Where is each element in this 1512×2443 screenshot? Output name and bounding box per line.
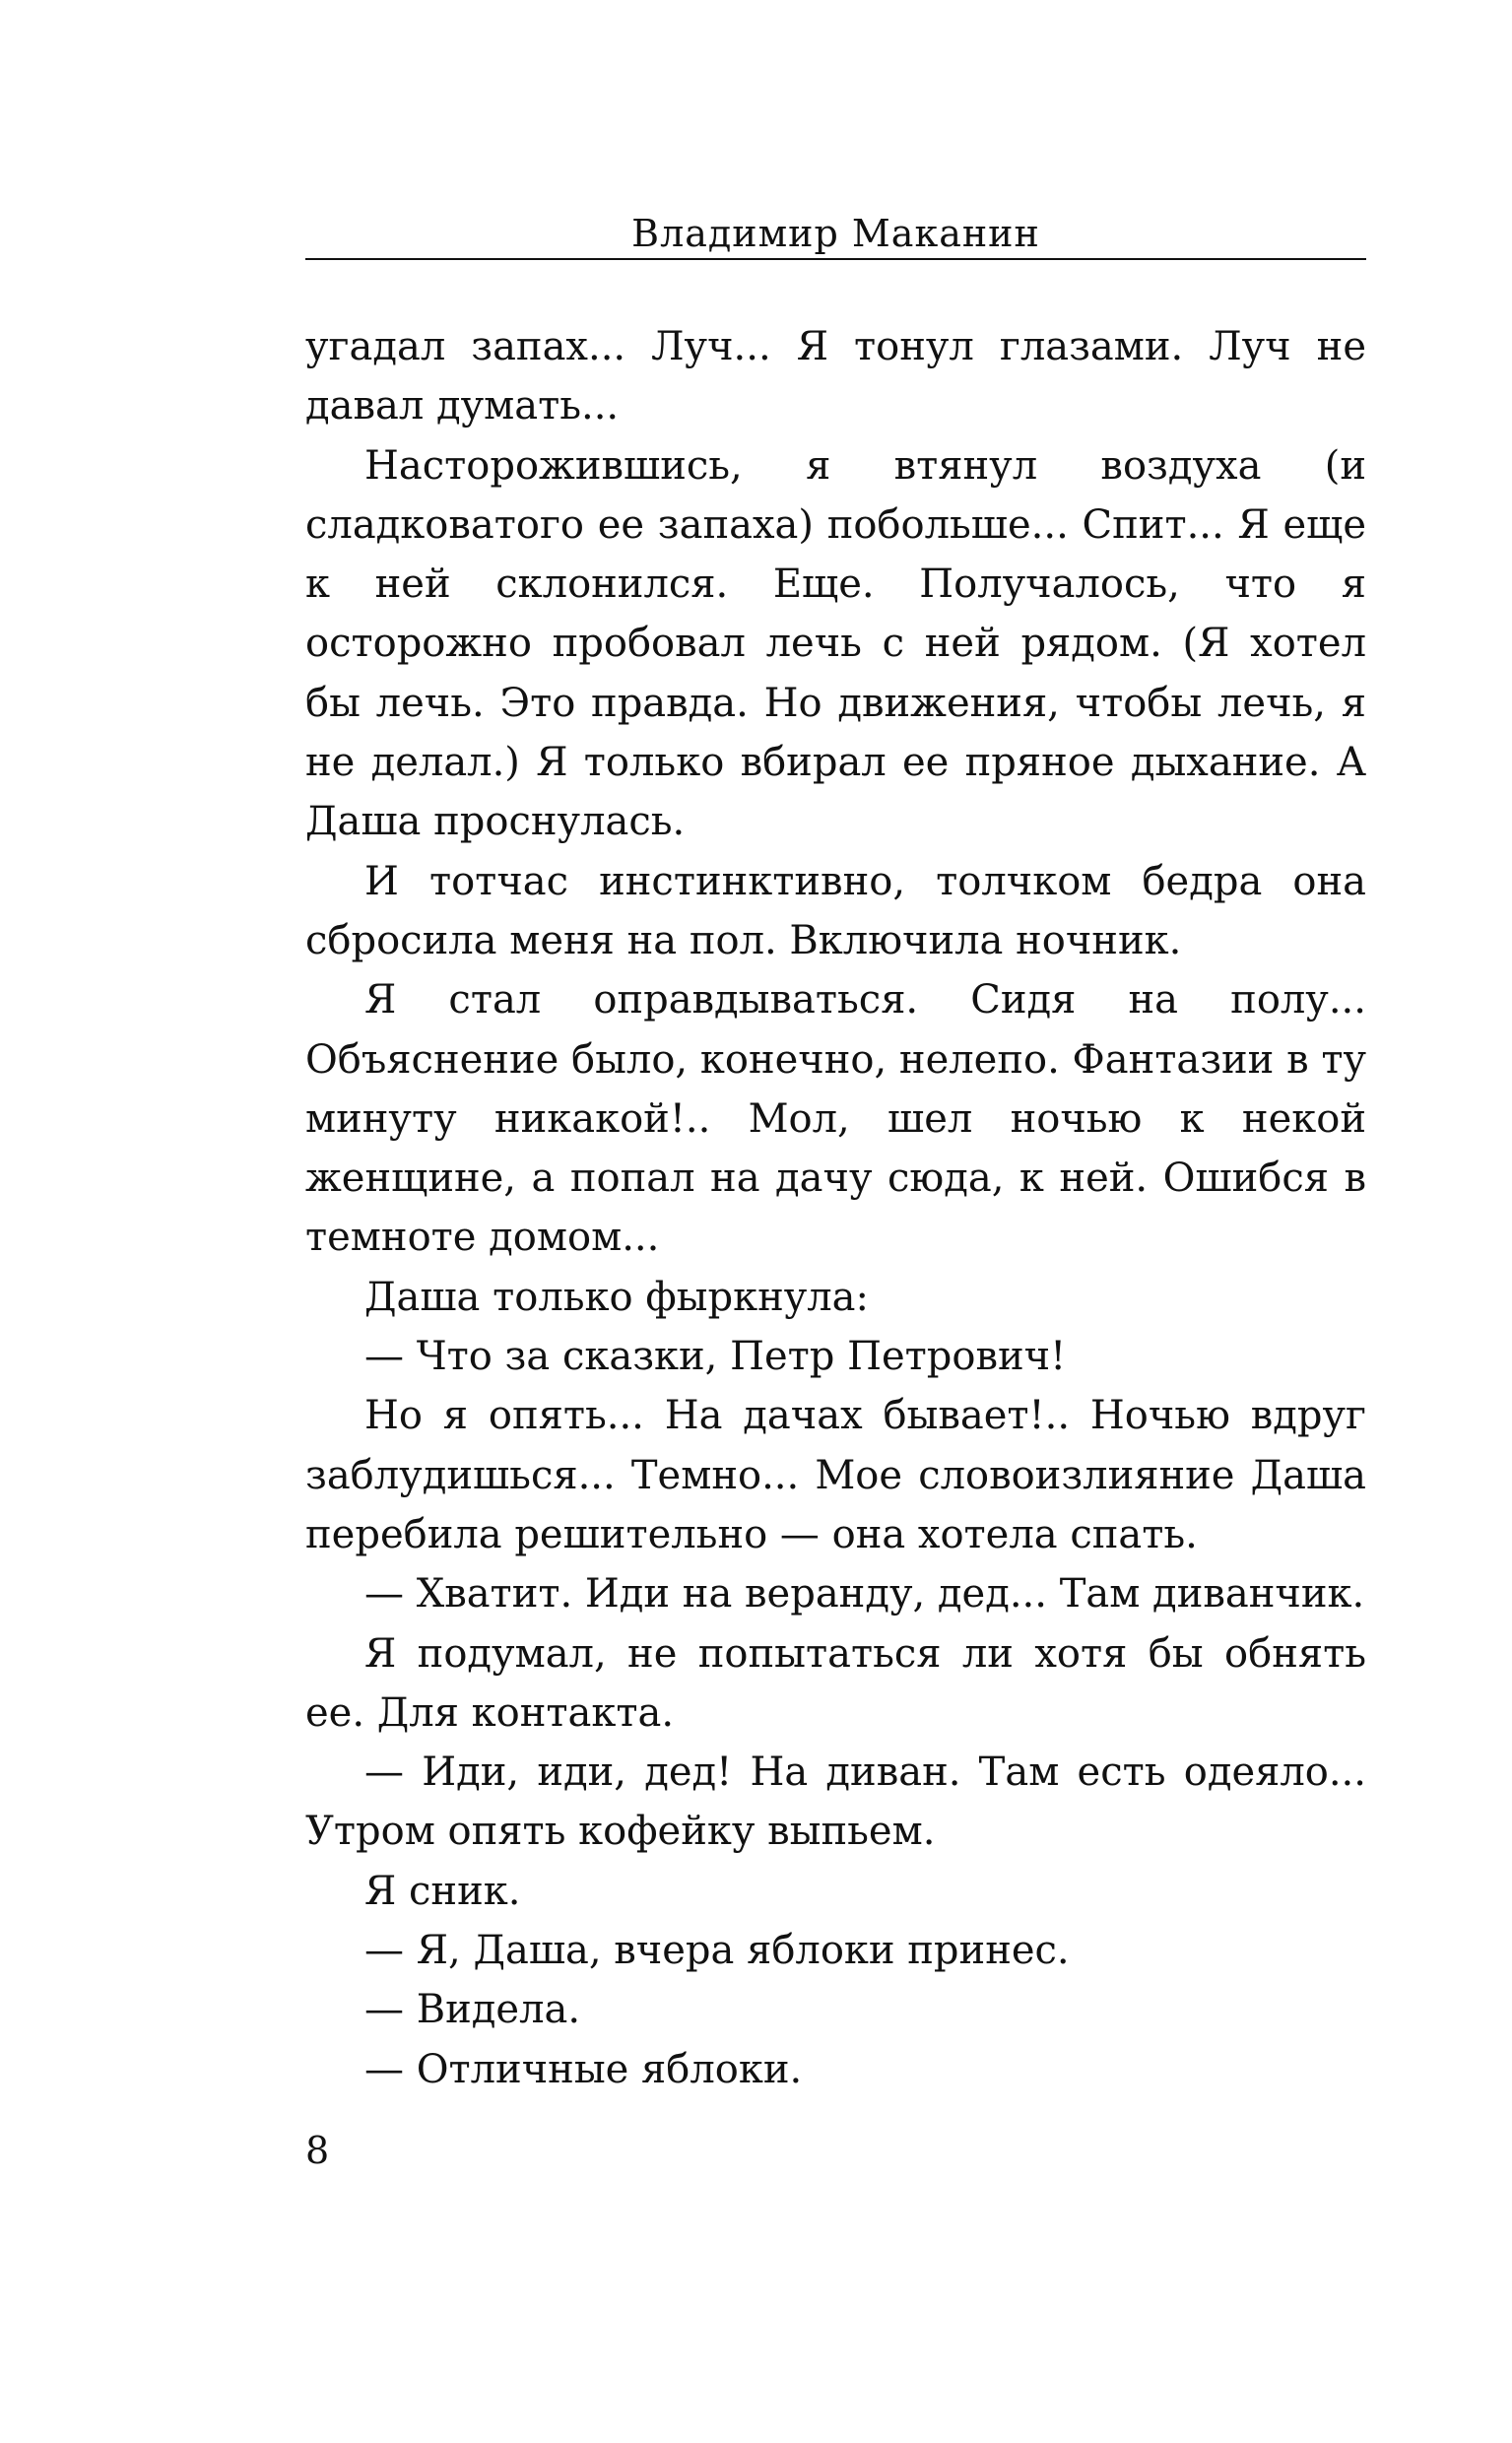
- running-head-author: Владимир Маканин: [631, 212, 1040, 255]
- paragraph: Я сник.: [364, 1868, 521, 1914]
- page-number: 8: [305, 2129, 330, 2172]
- dialogue-line: — Отличные яблоки.: [364, 2046, 803, 2092]
- header-rule: [305, 258, 1366, 260]
- book-page: [305, 0, 1366, 2443]
- paragraph: угадал запах... Луч... Я тонул глазами. Луч не давал думать...: [305, 324, 1366, 429]
- dialogue-line: — Я, Даша, вчера яблоки принес.: [364, 1928, 1070, 1974]
- body-text: [305, 317, 1366, 2099]
- dialogue-line: — Что за сказки, Петр Петрович!: [364, 1334, 1067, 1380]
- dialogue-line: — Хватит. Иди на веранду, дед... Там диванчик.: [364, 1571, 1365, 1618]
- dialogue-line: — Видела.: [364, 1987, 581, 2033]
- paragraph: Я стал оправдываться. Сидя на полу... Объяснение было, конечно, нелепо. Фантазии в ту минуту никакой!.. Мол, шел ночью к некой женщине, а попал на дачу сюда, к ней. Ошибся в темноте домом...: [305, 977, 1366, 1261]
- paragraph: Я подумал, не попытаться ли хотя бы обнять ее. Для контакта.: [305, 1630, 1366, 1736]
- paragraph: И тотчас инстинктивно, толчком бедра она сбросила меня на пол. Включила ночник.: [305, 858, 1366, 963]
- paragraph: Даша только фыркнула:: [364, 1274, 869, 1320]
- dialogue-line: — Иди, иди, дед! На диван. Там есть одеяло... Утром опять кофейку выпьем.: [305, 1750, 1366, 1855]
- paragraph: Насторожившись, я втянул воздуха (и сладковатого ее запаха) побольше... Спит... Я еще к ней склонился. Еще. Получалось, что я осторожно пробовал лечь с ней рядом. (Я хотел бы лечь. Это правда. Но движения, чтобы лечь, я не делал.) Я только вбирал ее пряное дыхание. А Даша проснулась.: [305, 442, 1366, 845]
- paragraph: Но я опять... На дачах бывает!.. Ночью вдруг заблудишься... Темно... Мое словоизлияние Даша перебила решительно — она хотела спать.: [305, 1393, 1366, 1557]
